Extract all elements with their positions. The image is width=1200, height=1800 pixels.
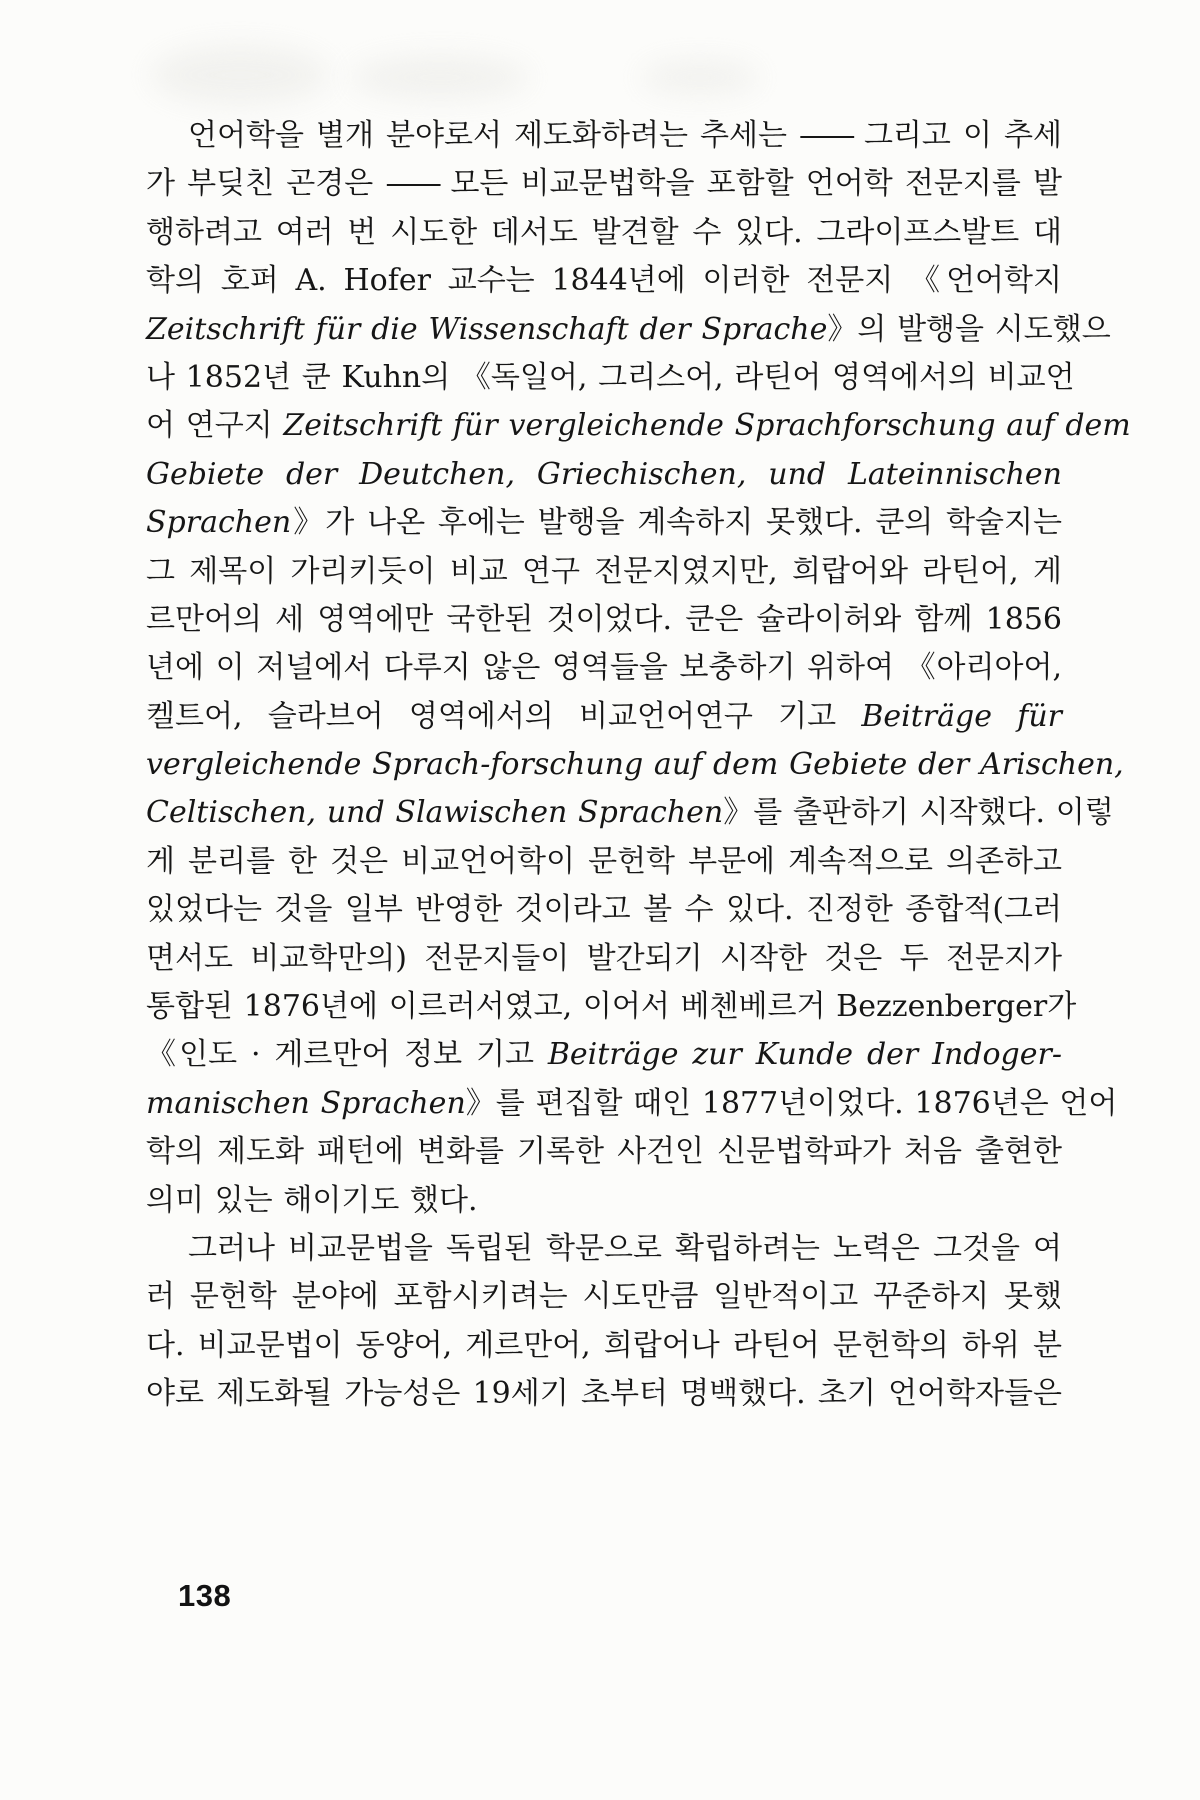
text-line xyxy=(146,741,1124,789)
text-line xyxy=(146,935,1062,983)
body-text: 어 연구지 xyxy=(146,408,284,444)
journal-title-italic: Zeitschrift für vergleichende Sprachforschung auf dem xyxy=(283,408,1131,444)
body-text: 그 제목이 가리키듯이 비교 연구 전문지였지만, 희랍어와 라틴어, 게 xyxy=(146,553,1062,589)
text-line xyxy=(146,838,1062,886)
text-line xyxy=(146,596,1062,644)
scan-smudge xyxy=(640,60,760,95)
journal-title-italic: Beiträge für xyxy=(861,698,1062,734)
body-text: 가 부딪친 곤경은 xyxy=(146,166,386,202)
em-dash: —— xyxy=(799,118,852,153)
journal-title-italic: Celtischen, und Slawischen Sprachen xyxy=(146,795,724,831)
scan-smudge xyxy=(350,55,530,100)
body-text: 《인도 · 게르만어 정보 기고 xyxy=(146,1037,548,1073)
journal-title-italic: Beiträge zur Kunde der Indoger- xyxy=(547,1037,1062,1073)
body-text: 년에 이 저널에서 다루지 않은 영역들을 보충하기 위하여 《아리아어, xyxy=(146,650,1062,686)
text-line xyxy=(146,886,1062,934)
text-line xyxy=(146,1225,1062,1273)
body-text: 》가 나온 후에는 발행을 계속하지 못했다. 쿤의 학술지는 xyxy=(291,505,1062,541)
text-line xyxy=(146,1273,1062,1321)
journal-title-italic: vergleichende Sprach-forschung auf dem Gebiete der Arischen, xyxy=(146,747,1124,783)
body-text: 야로 제도화될 가능성은 19세기 초부터 명백했다. 초기 언어학자들은 xyxy=(146,1376,1062,1412)
text-line xyxy=(146,644,1062,692)
body-text: 학의 제도화 패턴에 변화를 기록한 사건인 신문법학파가 처음 출현한 xyxy=(146,1134,1062,1170)
text-line xyxy=(146,499,1062,547)
em-dash: —— xyxy=(385,166,439,202)
body-text: 그러나 비교문법을 독립된 학문으로 확립하려는 노력은 그것을 여 xyxy=(188,1230,1062,1266)
text-line xyxy=(146,1370,1062,1418)
body-text: 게 분리를 한 것은 비교언어학이 문헌학 부문에 계속적으로 의존하고 xyxy=(146,843,1062,879)
body-text: 그리고 이 추세 xyxy=(851,118,1062,153)
journal-title-italic: manischen Sprachen xyxy=(146,1085,466,1121)
text-line xyxy=(146,1080,1118,1128)
body-text: 》를 편집할 때인 1877년이었다. 1876년은 언어 xyxy=(465,1085,1118,1121)
text-line xyxy=(146,209,1062,257)
text-line xyxy=(146,306,1111,354)
body-text: 르만어의 세 영역에만 국한된 것이었다. 쿤은 슐라이허와 함께 1856 xyxy=(146,601,1062,637)
journal-title-italic: Gebiete der Deutchen, Griechischen, und Lateinnischen xyxy=(146,456,1062,492)
text-line xyxy=(146,548,1062,596)
body-text: 다. 비교문법이 동양어, 게르만어, 희랍어나 라틴어 문헌학의 하위 분 xyxy=(146,1327,1062,1363)
text-line xyxy=(146,402,1131,450)
text-line xyxy=(146,112,1062,160)
body-text: 면서도 비교학만의) 전문지들이 발간되기 시작한 것은 두 전문지가 xyxy=(146,940,1062,976)
text-line xyxy=(146,1031,1062,1079)
text-line xyxy=(146,1177,1062,1225)
page-number: 138 xyxy=(178,1578,232,1613)
body-text: 의미 있는 해이기도 했다. xyxy=(146,1182,478,1218)
journal-title-italic: Zeitschrift für die Wissenschaft der Sprache xyxy=(146,311,828,347)
text-line xyxy=(146,1322,1062,1370)
text-line xyxy=(146,160,1062,208)
text-line xyxy=(146,983,1077,1031)
body-text: 통합된 1876년에 이르러서였고, 이어서 베첸베르거 Bezzenberger가 xyxy=(146,989,1077,1025)
body-text: 러 문헌학 분야에 포함시키려는 시도만큼 일반적이고 꾸준하지 못했 xyxy=(146,1279,1062,1315)
body-text: 행하려고 여러 번 시도한 데서도 발견할 수 있다. 그라이프스발트 대 xyxy=(146,214,1062,250)
body-text: 학의 호퍼 A. Hofer 교수는 1844년에 이러한 전문지 《언어학지 xyxy=(146,263,1062,299)
text-line xyxy=(146,693,1062,741)
body-text: 나 1852년 쿤 Kuhn의 《독일어, 그리스어, 라틴어 영역에서의 비교언 xyxy=(146,359,1075,395)
body-text: 》를 출판하기 시작했다. 이렇 xyxy=(723,795,1114,831)
scan-smudge xyxy=(150,45,330,105)
text-line xyxy=(146,451,1062,499)
body-text: 켈트어, 슬라브어 영역에서의 비교언어연구 기고 xyxy=(146,698,862,734)
text-line xyxy=(146,354,1075,402)
body-text: 언어학을 별개 분야로서 제도화하려는 추세는 xyxy=(188,118,800,153)
text-line xyxy=(146,1128,1062,1176)
body-text: 있었다는 것을 일부 반영한 것이라고 볼 수 있다. 진정한 종합적(그러 xyxy=(146,892,1062,928)
text-line xyxy=(146,789,1114,837)
body-text: 》의 발행을 시도했으 xyxy=(827,311,1111,347)
journal-title-italic: Sprachen xyxy=(146,505,292,541)
body-text: 모든 비교문법학을 포함할 언어학 전문지를 발 xyxy=(438,166,1062,202)
text-block xyxy=(146,112,1131,1419)
text-line xyxy=(146,257,1062,305)
